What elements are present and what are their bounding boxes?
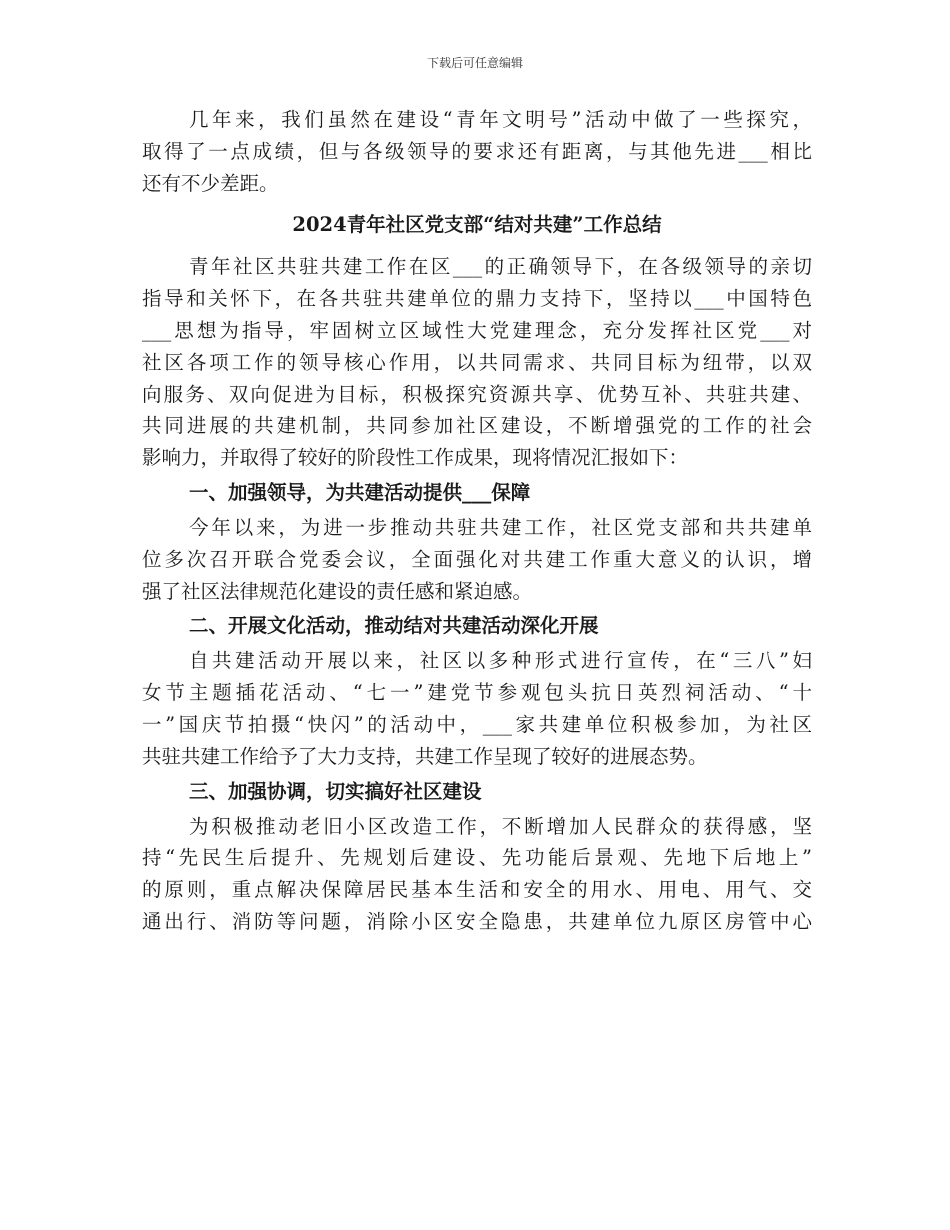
section3-line-4: 通出行、消防等问题，消除小区安全隐患，共建单位九原区房管中心 (142, 909, 812, 933)
section2-line-1: 自共建活动开展以来，社区以多种形式进行宣传，在“三八”妇 (189, 649, 812, 673)
section3-heading: 三、加强协调，切实搞好社区建设 (189, 779, 482, 803)
paragraph1-line-4: 社区各项工作的领导核心作用，以共同需求、共同目标为纽带，以双 (142, 350, 812, 374)
section3-line-3: 的原则，重点解决保障居民基本生活和安全的用水、用电、用气、交 (142, 878, 812, 902)
section1-line-2: 位多次召开联合党委会议，全面强化对共建工作重大意义的认识，增 (142, 547, 812, 571)
paragraph1-line-3: ___思想为指导，牢固树立区域性大党建理念，充分发挥社区党___对 (142, 318, 812, 342)
document-title: 2024青年社区党支部“结对共建”工作总结 (292, 213, 662, 237)
section2-heading: 二、开展文化活动，推动结对共建活动深化开展 (189, 614, 599, 638)
document-body (142, 104, 812, 938)
paragraph1-line-7: 影响力，并取得了较好的阶段性工作成果，现将情况汇报如下： (142, 446, 689, 470)
intro-line-3: 还有不少差距。 (142, 171, 279, 195)
section1-line-1: 今年以来，为进一步推动共驻共建工作，社区党支部和共共建单 (189, 515, 812, 539)
paragraph1-line-5: 向服务、双向促进为目标，积极探究资源共享、优势互补、共驻共建、 (142, 382, 812, 406)
section1-heading: 一、加强领导，为共建活动提供___保障 (189, 480, 531, 504)
intro-line-2: 取得了一点成绩，但与各级领导的要求还有距离，与其他先进___相比 (142, 139, 812, 163)
intro-line-1: 几年来，我们虽然在建设“青年文明号”活动中做了一些探究， (189, 108, 812, 131)
paragraph1-line-6: 共同进展的共建机制，共同参加社区建设，不断增强党的工作的社会 (142, 414, 812, 438)
section3-line-1: 为积极推动老旧小区改造工作，不断增加人民群众的获得感，坚 (189, 814, 812, 838)
section2-line-3: 一”国庆节拍摄“快闪”的活动中，___家共建单位积极参加，为社区 (142, 712, 812, 736)
paragraph1-line-1: 青年社区共驻共建工作在区___的正确领导下，在各级领导的亲切 (189, 255, 812, 279)
section2-line-2: 女节主题插花活动、“七一”建党节参观包头抗日英烈祠活动、“十 (142, 681, 812, 705)
page-header: 下载后可任意编辑 (426, 56, 523, 70)
section3-line-2: 持“先民生后提升、先规划后建设、先功能后景观、先地下后地上” (142, 846, 812, 870)
section1-line-3: 强了社区法律规范化建设的责任感和紧迫感。 (142, 579, 533, 603)
section2-line-4: 共驻共建工作给予了大力支持，共建工作呈现了较好的进展态势。 (142, 744, 708, 768)
paragraph1-line-2: 指导和关怀下，在各共驻共建单位的鼎力支持下，坚持以___中国特色 (142, 287, 812, 311)
